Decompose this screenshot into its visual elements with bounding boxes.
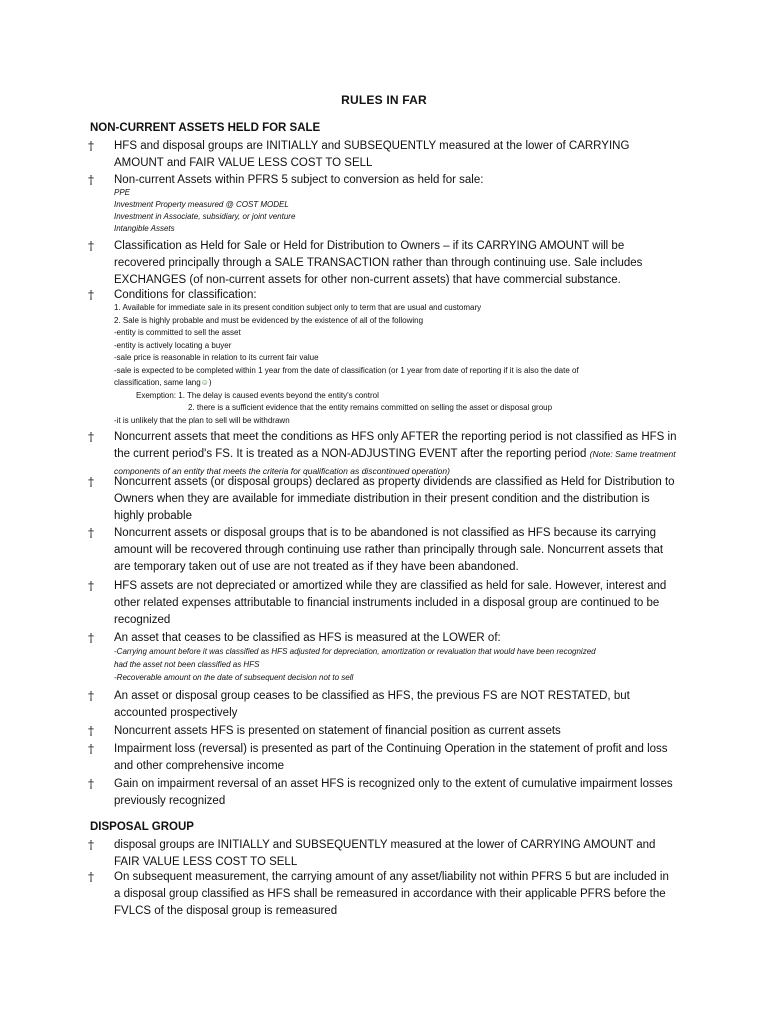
list-item: Noncurrent assets or disposal groups that is to be abandoned is not classified as HFS because its carrying amount will be recovered through continuing use rather than principally through sale. Noncurrent assets that are temporary taken out of use are not treated as if they have been abandoned. [114,527,664,573]
list-item: On subsequent measurement, the carrying amount of any asset/liability not within PFRS 5 but are included in a disposal group classified as HFS shall be remeasured in accordance with their applicable PFRS before the FVLCS of the disposal group is remeasured [114,871,669,917]
list-item: Noncurrent assets HFS is presented on statement of financial position as current assets [114,725,561,737]
section-heading-hfs: NON-CURRENT ASSETS HELD FOR SALE [90,122,321,134]
sub-item: 2. Sale is highly probable and must be evidenced by the existence of all of the following [114,316,424,325]
sub-item: classification, same lang [114,378,201,387]
closing-paren: ) [208,378,212,387]
bullet-dagger: † [88,239,94,253]
sub-item: -sale is expected to be completed within 1 year from the date of classification (or 1 year from date of reporting if it is also the date of [114,366,579,375]
sub-item: Investment in Associate, subsidiary, or joint venture [114,212,296,221]
bullet-dagger: † [88,139,94,153]
list-item: Noncurrent assets (or disposal groups) declared as property dividends are classified as Held for Distribution to Owners when they are available for immediate distribution in their present condition and the distribution is highly probable [114,476,675,522]
list-item: Non-current Assets within PFRS 5 subject to conversion as held for sale: [114,174,484,186]
list-item [114,429,678,480]
bullet-dagger: † [88,288,94,302]
bullet-dagger: † [88,870,94,884]
list-item: Conditions for classification: [114,289,257,301]
bullet-dagger: † [88,579,94,593]
bullet-dagger: † [88,631,94,645]
list-item: Impairment loss (reversal) is presented as part of the Continuing Operation in the statement of profit and loss and other comprehensive income [114,743,668,772]
sub-item: Intangible Assets [114,224,175,233]
list-item: HFS and disposal groups are INITIALLY and SUBSEQUENTLY measured at the lower of CARRYING AMOUNT and FAIR VALUE LESS COST TO SELL [114,140,630,169]
bullet-dagger: † [88,724,94,738]
sub-item: Investment Property measured @ COST MODEL [114,200,289,209]
sub-item: -entity is committed to sell the asset [114,328,241,337]
item-note: (Note: Same treatment components of an entity that meets the criteria for qualification as discontinued operation) [114,449,676,476]
sub-item: -sale price is reasonable in relation to its current fair value [114,353,319,362]
sub-item: -it is unlikely that the plan to sell will be withdrawn [114,416,290,425]
bullet-dagger: † [88,689,94,703]
bullet-dagger: † [88,742,94,756]
sub-item: 1. Available for immediate sale in its present condition subject only to term that are usual and customary [114,303,482,312]
page-title: RULES IN FAR [341,93,427,107]
list-item: disposal groups are INITIALLY and SUBSEQUENTLY measured at the lower of CARRYING AMOUNT and FAIR VALUE LESS COST TO SELL [114,839,656,868]
bullet-dagger: † [88,475,94,489]
sub-item: -entity is actively locating a buyer [114,341,232,350]
list-item: An asset that ceases to be classified as HFS is measured at the LOWER of: [114,632,501,644]
sub-item: -Carrying amount before it was classified as HFS adjusted for depreciation, amortization or revaluation that would have been recognized [114,647,596,656]
sub-item-exemption: 2. there is a sufficient evidence that the entity remains committed on selling the asset or disposal group [188,403,553,412]
bullet-dagger: † [88,430,94,444]
list-item: Classification as Held for Sale or Held for Distribution to Owners – if its CARRYING AMOUNT will be recovered principally through a SALE TRANSACTION rather than through continuing use. Sale includes EXCHANGES (of non-current assets for other non-current assets) that have commercial substance. [114,240,643,286]
smiley-icon: ☺ [200,378,209,387]
bullet-dagger: † [88,777,94,791]
bullet-dagger: † [88,173,94,187]
list-item: Gain on impairment reversal of an asset HFS is recognized only to the extent of cumulative impairment losses previously recognized [114,778,673,807]
sub-item: had the asset not been classified as HFS [114,660,260,669]
list-item: An asset or disposal group ceases to be classified as HFS, the previous FS are NOT RESTATED, but accounted prospectively [114,690,630,719]
bullet-dagger: † [88,838,94,852]
sub-item-exemption: Exemption: 1. The delay is caused events beyond the entity's control [136,391,379,400]
sub-item: PPE [114,188,131,197]
bullet-dagger: † [88,526,94,540]
list-item: HFS assets are not depreciated or amortized while they are classified as held for sale. However, interest and other related expenses attributable to financial instruments included in a disposal group are continued to be recognized [114,580,667,626]
section-heading-disposal-group: DISPOSAL GROUP [90,821,194,833]
sub-item-line [114,377,688,390]
item-text: Noncurrent assets that meet the conditions as HFS only AFTER the reporting period is not classified as HFS in the current period's FS. It is treated as a NON-ADJUSTING EVENT after the reporting period [114,431,677,460]
sub-item: -Recoverable amount on the date of subsequent decision not to sell [114,673,354,682]
